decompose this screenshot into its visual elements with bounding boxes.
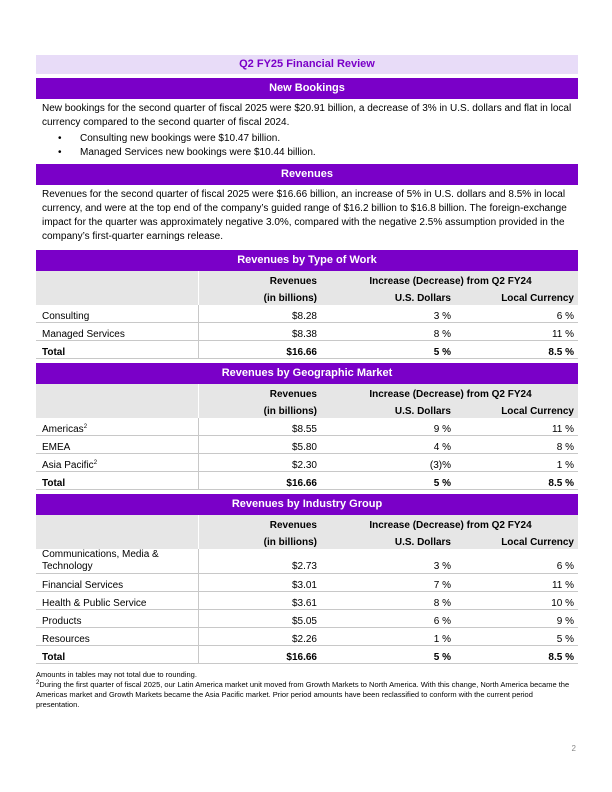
- row-revenue: $8.55: [199, 418, 322, 436]
- total-revenue: $16.66: [199, 472, 322, 490]
- row-label: Managed Services: [36, 323, 199, 341]
- table-row: [36, 323, 578, 341]
- row-local: 11 %: [455, 323, 578, 341]
- col-usd: U.S. Dollars: [394, 293, 451, 304]
- type-of-work-heading: Revenues by Type of Work: [36, 250, 578, 271]
- col-increase: Increase (Decrease) from Q2 FY24: [369, 276, 532, 287]
- footnote-marker: 2: [93, 460, 98, 466]
- revenues-text: Revenues for the second quarter of fiscal 2025 were $16.66 billion, an increase of 5% in U.S. dollars and 8.5% in local currency, and were at the top end of the company’s guided range of $16.2 billion to $16.8 billion. The foreign-exchange impact for the quarter was approximately negative 3.0%, compared with the negative 2.5% assumption provided in the company’s first-quarter earnings release.: [42, 189, 567, 242]
- col-revenues-unit: (in billions): [199, 401, 322, 418]
- footnote-2: $^2$During the first quarter of fiscal 2025, our Latin America market unit moved from Growth Markets to North America. With this change, North America became the Americas market and Growth Markets became the Asia Pacific market. Prior period amounts have been reclassified to conform with the current period presentation.: [36, 680, 570, 709]
- new-bookings-bullets: [36, 132, 578, 160]
- new-bookings-text: New bookings for the second quarter of fiscal 2025 were $20.91 billion, a decrease of 3% in U.S. dollars and flat in local currency compared to the second quarter of fiscal 2024.: [42, 103, 572, 128]
- row-revenue: $8.38: [199, 323, 322, 341]
- type-of-work-table: [36, 271, 578, 359]
- row-revenue: $3.61: [199, 592, 322, 610]
- total-local: 8.5 %: [455, 341, 578, 359]
- row-label: Asia Pacific$^2$: [36, 454, 199, 472]
- table-total-row: [36, 341, 578, 359]
- row-label: Health & Public Service: [36, 592, 199, 610]
- footnote-marker: 2: [83, 424, 88, 430]
- table-row: [36, 592, 578, 610]
- table-header-row: [36, 271, 578, 288]
- col-revenues: Revenues: [199, 384, 322, 401]
- row-usd: 6 %: [321, 610, 455, 628]
- table-row: [36, 418, 578, 436]
- bullet-managed-services: • Managed Services new bookings were $10.44 billion.: [80, 146, 578, 160]
- col-local: Local Currency: [501, 293, 574, 304]
- row-revenue: $2.26: [199, 628, 322, 646]
- table-total-row: [36, 472, 578, 490]
- col-increase: Increase (Decrease) from Q2 FY24: [369, 389, 532, 400]
- col-revenues-unit: (in billions): [199, 288, 322, 305]
- page-title: Q2 FY25 Financial Review: [36, 55, 578, 74]
- row-usd: (3)%: [321, 454, 455, 472]
- row-label: Americas$^2$: [36, 418, 199, 436]
- row-local: 6 %: [455, 305, 578, 323]
- total-usd: 5 %: [321, 472, 455, 490]
- row-usd: 3 %: [321, 305, 455, 323]
- total-local: 8.5 %: [455, 472, 578, 490]
- col-usd: U.S. Dollars: [394, 537, 451, 548]
- total-label: Total: [36, 341, 199, 359]
- page-number: 2: [571, 744, 576, 753]
- col-revenues: Revenues: [199, 271, 322, 288]
- row-local: 9 %: [455, 610, 578, 628]
- row-usd: 9 %: [321, 418, 455, 436]
- total-local: 8.5 %: [455, 646, 578, 664]
- table-row: [36, 549, 578, 574]
- row-label: Products: [36, 610, 199, 628]
- col-revenues-unit: (in billions): [199, 532, 322, 549]
- table-row: [36, 628, 578, 646]
- row-usd: 8 %: [321, 323, 455, 341]
- table-row: [36, 436, 578, 454]
- table-row: [36, 454, 578, 472]
- table-header-row: [36, 288, 578, 305]
- col-revenues: Revenues: [199, 515, 322, 532]
- table-row: [36, 305, 578, 323]
- col-increase: Increase (Decrease) from Q2 FY24: [369, 520, 532, 531]
- row-label: Financial Services: [36, 574, 199, 592]
- row-revenue: $3.01: [199, 574, 322, 592]
- total-label: Total: [36, 472, 199, 490]
- row-revenue: $5.80: [199, 436, 322, 454]
- col-local: Local Currency: [501, 537, 574, 548]
- table-total-row: [36, 646, 578, 664]
- footnote-marker: 2: [36, 680, 40, 686]
- geographic-table: [36, 384, 578, 490]
- table-header-row: [36, 401, 578, 418]
- table-row: [36, 574, 578, 592]
- bullet-consulting: • Consulting new bookings were $10.47 billion.: [80, 132, 578, 146]
- total-usd: 5 %: [321, 646, 455, 664]
- row-usd: 3 %: [321, 549, 455, 574]
- row-revenue: $2.30: [199, 454, 322, 472]
- row-revenue: $2.73: [199, 549, 322, 574]
- total-revenue: $16.66: [199, 646, 322, 664]
- row-local: 10 %: [455, 592, 578, 610]
- row-usd: 4 %: [321, 436, 455, 454]
- footnotes: [36, 670, 578, 710]
- row-local: 11 %: [455, 574, 578, 592]
- row-local: 8 %: [455, 436, 578, 454]
- row-label: Resources: [36, 628, 199, 646]
- industry-heading: Revenues by Industry Group: [36, 494, 578, 515]
- col-usd: U.S. Dollars: [394, 406, 451, 417]
- table-header-row: [36, 384, 578, 401]
- geographic-heading: Revenues by Geographic Market: [36, 363, 578, 384]
- row-label: Communications, Media & Technology: [36, 549, 199, 574]
- row-usd: 8 %: [321, 592, 455, 610]
- total-label: Total: [36, 646, 199, 664]
- row-label: Consulting: [36, 305, 199, 323]
- row-usd: 7 %: [321, 574, 455, 592]
- financial-review-page: [36, 55, 578, 710]
- table-header-row: [36, 515, 578, 532]
- new-bookings-heading: New Bookings: [36, 78, 578, 99]
- row-usd: 1 %: [321, 628, 455, 646]
- row-local: 11 %: [455, 418, 578, 436]
- row-revenue: $8.28: [199, 305, 322, 323]
- row-label: EMEA: [36, 436, 199, 454]
- rounding-note: Amounts in tables may not total due to rounding.: [36, 670, 197, 679]
- total-usd: 5 %: [321, 341, 455, 359]
- row-revenue: $5.05: [199, 610, 322, 628]
- row-local: 6 %: [455, 549, 578, 574]
- table-row: [36, 610, 578, 628]
- row-local: 1 %: [455, 454, 578, 472]
- revenues-heading: Revenues: [36, 164, 578, 185]
- table-header-row: [36, 532, 578, 549]
- row-local: 5 %: [455, 628, 578, 646]
- col-local: Local Currency: [501, 406, 574, 417]
- industry-table: [36, 515, 578, 664]
- total-revenue: $16.66: [199, 341, 322, 359]
